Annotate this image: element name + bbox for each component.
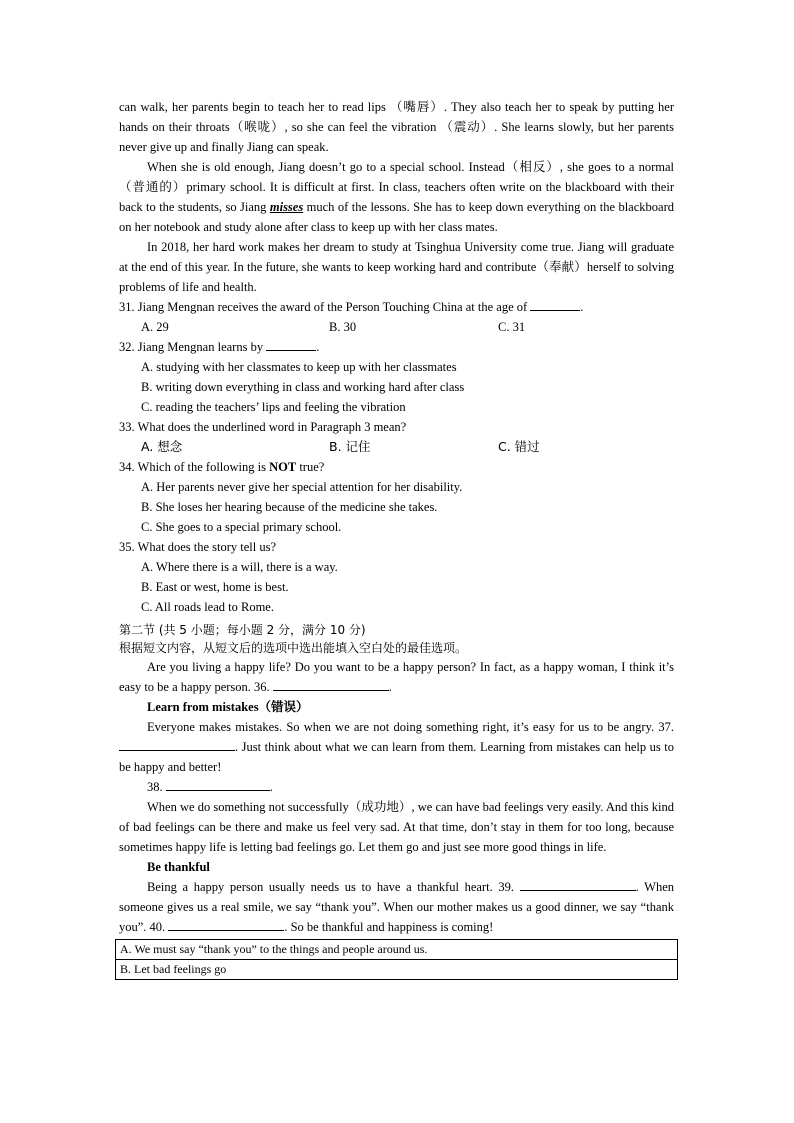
section-intro-text: Are you living a happy life? Do you want to be a happy person? In fact, as a happy woman, I think it’s easy to be a happy person. 36. [119,660,674,694]
question-33-options [119,437,674,457]
option-a[interactable]: A. 想念 [141,439,183,454]
option-a[interactable]: A. Her parents never give her special attention for her disability. [141,480,463,494]
option-c[interactable]: C. 错过 [498,439,540,454]
document-content [119,97,674,980]
answer-blank-39[interactable] [520,877,636,891]
feelings-paragraph: When we do something not successfully（成功地）, we can have bad feelings very easily. And this kind of bad feelings can be there and make us feel very sad. At that time, don’t stay in them for too long, because sometimes happy life is letting bad feelings go. Let them go and just see more good things in life. [119,800,674,854]
answer-blank[interactable] [266,337,316,351]
option-c[interactable]: C. She goes to a special primary school. [141,520,342,534]
section-intro [119,657,674,697]
answer-blank-36[interactable] [273,677,389,691]
option-a[interactable]: A. 29 [141,320,169,334]
section-instruction: 根据短文内容，从短文后的选项中选出能填入空白处的最佳选项。 [119,641,468,655]
thankful-paragraph-start: Being a happy person usually needs us to have a thankful heart. 39. [147,880,514,894]
question-32-stem: 32. Jiang Mengnan learns by [119,340,264,354]
answer-blank[interactable] [530,297,580,311]
section-title: 第二节 (共 5 小题；每小题 2 分，满分 10 分) [119,623,366,637]
option-b[interactable]: B. writing down everything in class and working hard after class [141,380,465,394]
underlined-word: misses [269,200,304,214]
option-c[interactable]: C. All roads lead to Rome. [141,600,274,614]
question-34-stem-start: 34. Which of the following is [119,460,270,474]
question-31 [119,297,674,317]
options-box [115,939,678,980]
option-b[interactable]: B. She loses her hearing because of the medicine she takes. [141,500,438,514]
passage-paragraph-2-start: When she is old enough, Jiang doesn’t go to a special school. Instead（相反）, she goes to a normal（普通的）primary school. It is difficult at first. In class, teachers often write on the blackboard with their back to the students, so Jiang [119,160,674,214]
question-32-end: . [316,340,320,354]
subheading-mistakes: Learn from mistakes（错误） [147,700,309,714]
option-b[interactable]: B. Let bad feelings go [116,959,677,979]
question-31-end: . [580,300,584,314]
thankful-paragraph-middle: . When someone gives us a real smile, we say “thank you”. When our mother makes us a good dinner, we say “thank you”. 40. [119,880,675,934]
section-intro-end: . [388,680,392,694]
answer-blank-38[interactable] [166,777,270,791]
blank-38-line [119,777,674,797]
passage-paragraph-1: can walk, her parents begin to teach her to read lips （嘴唇）. They also teach her to speak by putting her hands on their throats（喉咙）, so she can feel the vibration （震动）. She learns slowly, but her parents never give up and finally Jiang can speak. [119,100,674,154]
question-31-options [119,317,674,337]
option-b[interactable]: B. East or west, home is best. [141,580,289,594]
option-b[interactable]: B. 30 [329,320,357,334]
blank-38-end: . [269,780,273,794]
option-a[interactable]: A. studying with her classmates to keep up with her classmates [141,360,457,374]
passage-paragraph-2 [119,157,674,237]
thankful-paragraph-end: . So be thankful and happiness is coming! [284,920,494,934]
passage-paragraph-3: In 2018, her hard work makes her dream to study at Tsinghua University come true. Jiang will graduate at the end of this year. In the future, she wants to keep working hard and contribute（奉献）herself to solving problems of life and health. [119,240,674,294]
option-b[interactable]: B. 记住 [329,439,371,454]
answer-blank-37[interactable] [119,737,235,751]
thankful-paragraph [119,877,674,937]
question-35-stem: 35. What does the story tell us? [119,540,277,554]
mistakes-paragraph-start: Everyone makes mistakes. So when we are not doing something right, it’s easy for us to be angry. 37. [147,720,674,734]
mistakes-paragraph [119,717,674,777]
passage-paragraph-2-end: much of the lessons. She has to keep down everything on the blackboard on her notebook and study alone after class to keep up with her class mates. [119,200,674,234]
blank-38-number: 38. [147,780,163,794]
question-34-stem-end: true? [296,460,325,474]
subheading-thankful: Be thankful [147,860,210,874]
answer-blank-40[interactable] [168,917,284,931]
question-34-emphasis: NOT [269,460,297,474]
mistakes-paragraph-end: . Just think about what we can learn from them. Learning from mistakes can help us to be happy and better! [119,740,674,774]
question-31-stem: 31. Jiang Mengnan receives the award of the Person Touching China at the age of [119,300,528,314]
question-33-stem: 33. What does the underlined word in Paragraph 3 mean? [119,420,407,434]
option-a[interactable]: A. Where there is a will, there is a way. [141,560,338,574]
option-c[interactable]: C. reading the teachers’ lips and feeling the vibration [141,400,406,414]
option-a[interactable]: A. We must say “thank you” to the things and people around us. [120,942,428,956]
question-34 [119,457,674,477]
option-c[interactable]: C. 31 [498,320,526,334]
question-32 [119,337,674,357]
